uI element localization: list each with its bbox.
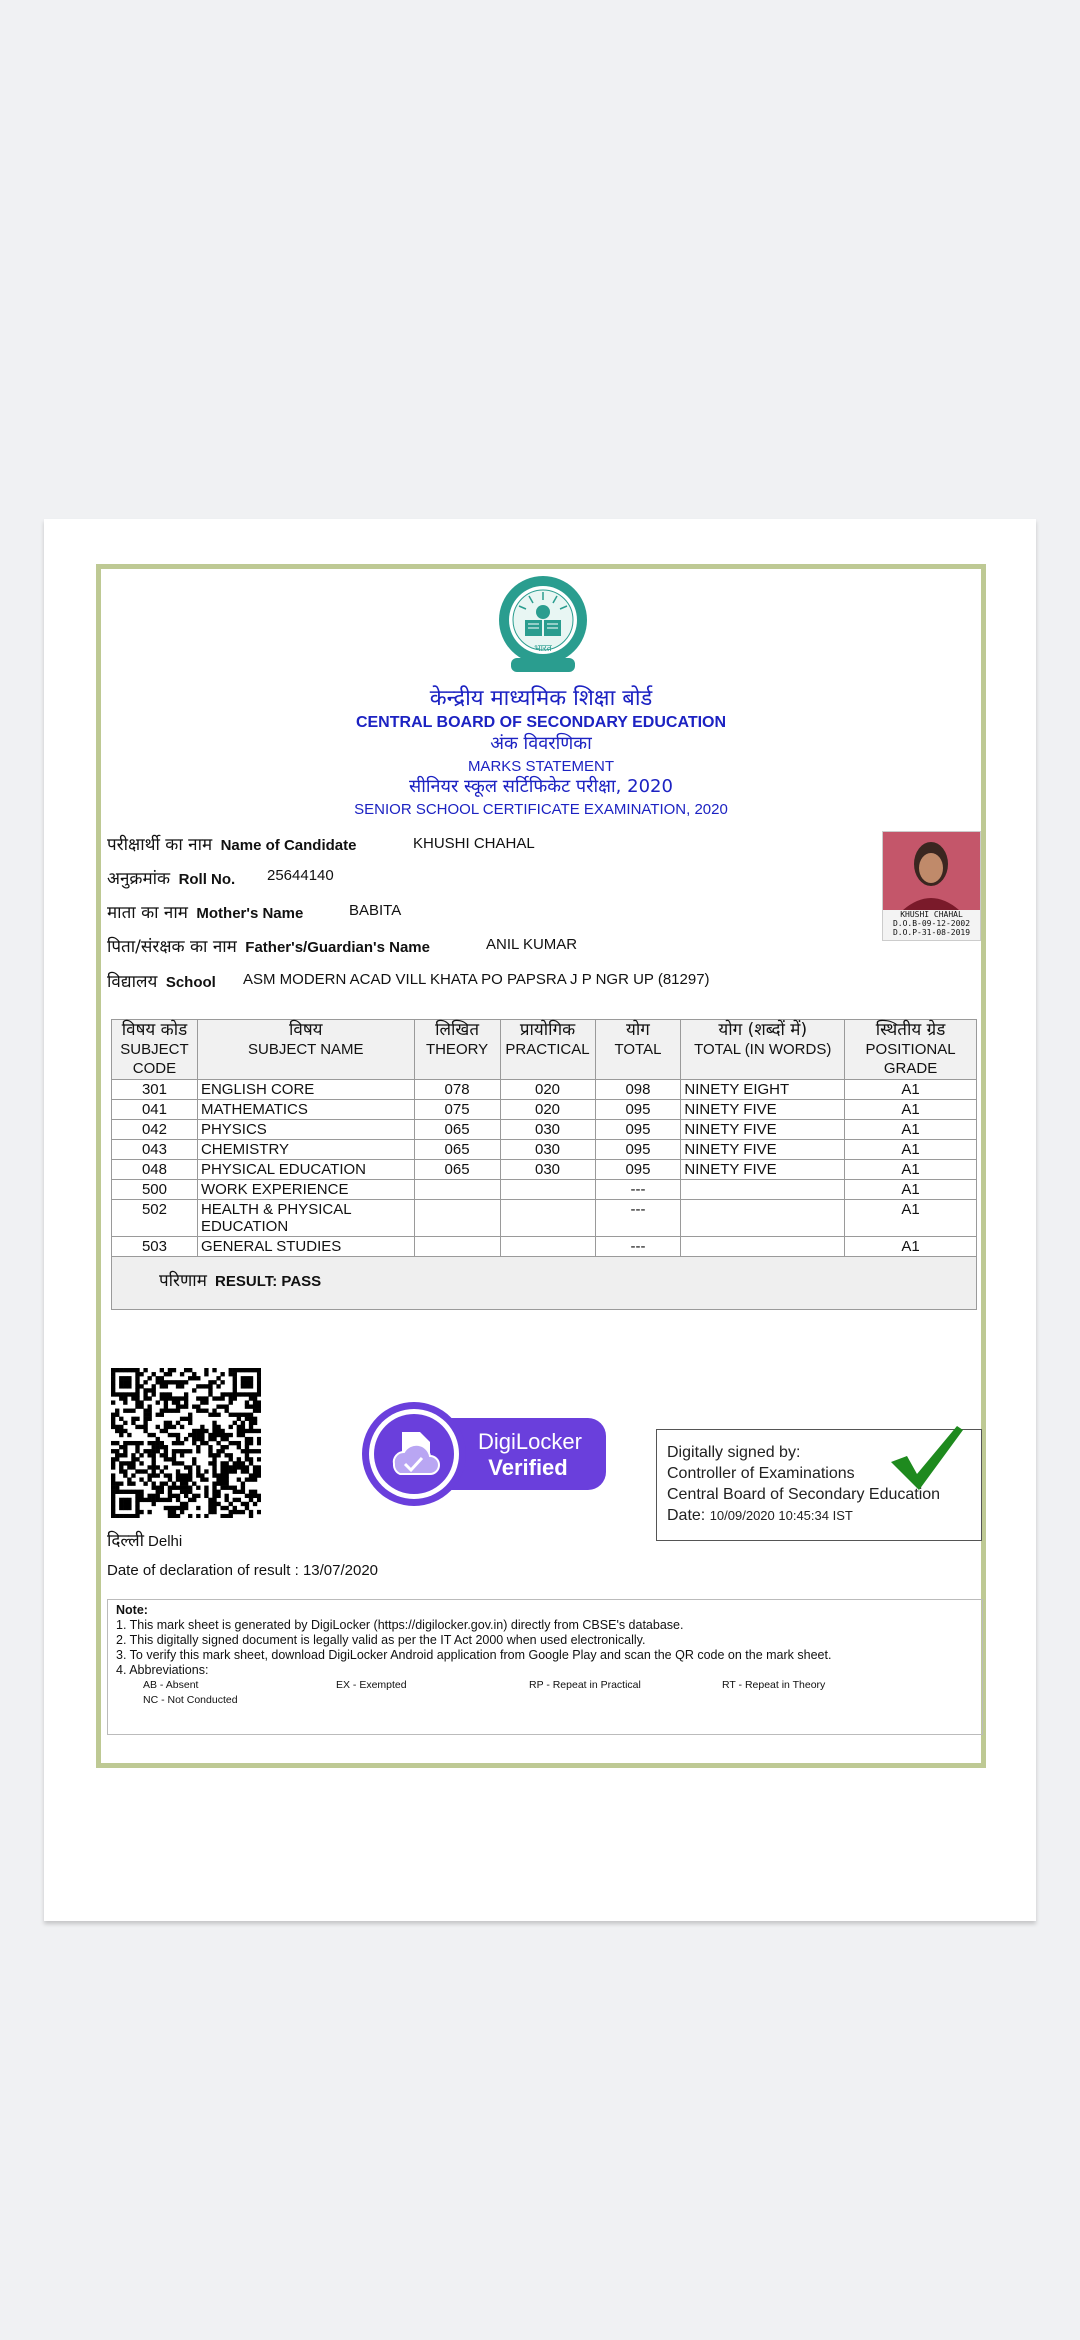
result-text (115, 1258, 973, 1291)
column-header-english: THEORY (425, 1041, 489, 1058)
column-header-hindi: योग (शब्दों में) (718, 1020, 808, 1040)
mother-label-hindi: माता का नाम (107, 903, 188, 923)
school-label: School (165, 974, 216, 991)
table-row (112, 1160, 977, 1180)
mother-label: Mother's Name (196, 905, 304, 922)
note-item: 4. Abbreviations: (116, 1663, 209, 1677)
cell-theory (414, 1200, 500, 1237)
abbreviations-row (116, 1678, 974, 1693)
cell-subject: HEALTH & PHYSICAL EDUCATION (197, 1200, 414, 1237)
candidate-name: KHUSHI CHAHAL (413, 835, 535, 852)
cell-code: 502 (112, 1200, 198, 1237)
cell-grade: A1 (845, 1100, 977, 1120)
roll-no-row (107, 866, 235, 889)
column-header (595, 1020, 681, 1080)
column-header-hindi: विषय (289, 1020, 323, 1040)
cell-grade: A1 (845, 1160, 977, 1180)
column-header-english: TOTAL (IN WORDS) (694, 1041, 832, 1058)
cell-total: 095 (595, 1120, 681, 1140)
cell-practical (500, 1200, 595, 1237)
result-value: RESULT: PASS (215, 1273, 322, 1290)
column-header-hindi: प्रायोगिक (519, 1020, 576, 1040)
roll-label-hindi: अनुक्रमांक (107, 869, 171, 889)
cell-total: 095 (595, 1160, 681, 1180)
cell-grade: A1 (845, 1080, 977, 1100)
exam-title-hindi: सीनियर स्कूल सर्टिफिकेट परीक्षा, 2020 (409, 776, 673, 797)
abbreviation-item: RT - Repeat in Theory (722, 1679, 826, 1691)
place-of-issue (107, 1528, 182, 1551)
verified-check-icon (887, 1422, 965, 1494)
cell-subject: PHYSICS (197, 1120, 414, 1140)
cell-theory: 078 (414, 1080, 500, 1100)
table-row (112, 1140, 977, 1160)
candidate-name-row (107, 832, 356, 855)
cell-code: 503 (112, 1237, 198, 1257)
signature-line-3: Central Board of Secondary Education (667, 1486, 941, 1503)
column-header-hindi: योग (626, 1020, 650, 1040)
note-item: 1. This mark sheet is generated by DigiLocker (https://digilocker.gov.in) directly from CBSE's database. (116, 1618, 684, 1632)
column-header (681, 1020, 845, 1080)
cell-code: 043 (112, 1140, 198, 1160)
table-row (112, 1180, 977, 1200)
cell-theory: 075 (414, 1100, 500, 1120)
abbreviation-item: AB - Absent (143, 1679, 199, 1691)
column-header-hindi: लिखित (435, 1020, 480, 1040)
cell-subject: GENERAL STUDIES (197, 1237, 414, 1257)
note-item: 3. To verify this mark sheet, download DigiLocker Android application from Google Play and scan the QR code on the mark sheet. (116, 1648, 832, 1662)
roll-label: Roll No. (178, 871, 236, 888)
abbreviation-item: RP - Repeat in Practical (529, 1679, 641, 1691)
cell-words (681, 1200, 845, 1237)
column-header-english: PRACTICAL (505, 1041, 590, 1058)
logo-text: भारत (534, 644, 552, 654)
notes-box (107, 1599, 983, 1735)
column-header (197, 1020, 414, 1080)
photo-caption-dob: D.O.B-09-12-2002 (892, 919, 971, 928)
column-header-english: POSITIONAL GRADE (865, 1041, 956, 1077)
result-row (112, 1257, 977, 1310)
cell-practical (500, 1180, 595, 1200)
cell-subject: ENGLISH CORE (197, 1080, 414, 1100)
cell-practical: 030 (500, 1160, 595, 1180)
abbreviation-item: EX - Exempted (336, 1679, 407, 1691)
photo-caption-dop: D.O.P-31-08-2019 (892, 928, 971, 937)
cell-words: NINETY FIVE (681, 1120, 845, 1140)
name-label: Name of Candidate (220, 837, 357, 854)
cell-subject: WORK EXPERIENCE (197, 1180, 414, 1200)
father-label-hindi: पिता/संरक्षक का नाम (107, 937, 237, 957)
photo-caption (883, 910, 980, 937)
cell-code: 041 (112, 1100, 198, 1120)
digilocker-verified-text: Verified (488, 1455, 568, 1480)
cell-words (681, 1180, 845, 1200)
column-header-hindi: विषय कोड (121, 1020, 188, 1040)
qr-code-icon[interactable] (111, 1368, 261, 1518)
column-header-hindi: स्थितीय ग्रेड (875, 1020, 946, 1040)
cell-practical: 020 (500, 1080, 595, 1100)
signature-line-1: Digitally signed by: (667, 1444, 801, 1461)
place-english: Delhi (148, 1533, 183, 1550)
cell-grade: A1 (845, 1180, 977, 1200)
column-header-english: SUBJECT NAME (247, 1041, 364, 1058)
cell-practical (500, 1237, 595, 1257)
school-row (107, 969, 216, 992)
digilocker-title: DigiLocker (478, 1429, 582, 1454)
cell-subject: CHEMISTRY (197, 1140, 414, 1160)
table-row (112, 1237, 977, 1257)
marksheet-page (44, 519, 1036, 1921)
cell-practical: 020 (500, 1100, 595, 1120)
cell-grade: A1 (845, 1237, 977, 1257)
cell-theory: 065 (414, 1120, 500, 1140)
table-body (112, 1080, 977, 1257)
cell-theory: 065 (414, 1160, 500, 1180)
cell-code: 500 (112, 1180, 198, 1200)
table-row (112, 1200, 977, 1237)
table-row (112, 1100, 977, 1120)
candidate-photo (882, 831, 981, 941)
cell-subject: MATHEMATICS (197, 1100, 414, 1120)
statement-title-hindi: अंक विवरणिका (490, 733, 592, 754)
mother-name-row (107, 900, 303, 923)
cell-code: 042 (112, 1120, 198, 1140)
signature-line-2: Controller of Examinations (667, 1465, 855, 1482)
cell-grade: A1 (845, 1140, 977, 1160)
cell-words (681, 1237, 845, 1257)
marks-table (111, 1019, 977, 1310)
cell-grade: A1 (845, 1200, 977, 1237)
digital-signature-box (656, 1429, 982, 1541)
column-header (500, 1020, 595, 1080)
cell-total: 098 (595, 1080, 681, 1100)
column-header (845, 1020, 977, 1080)
father-name-row (107, 934, 430, 957)
board-name-english: CENTRAL BOARD OF SECONDARY EDUCATION (355, 714, 727, 731)
table-row (112, 1080, 977, 1100)
column-header-english: TOTAL (614, 1041, 662, 1058)
declaration-label: Date of declaration of result : (107, 1562, 299, 1579)
column-header (112, 1020, 198, 1080)
result-cell (112, 1257, 977, 1310)
cell-code: 301 (112, 1080, 198, 1100)
cell-theory (414, 1237, 500, 1257)
column-header (414, 1020, 500, 1080)
column-header-english: SUBJECT CODE (120, 1041, 189, 1077)
cell-practical: 030 (500, 1140, 595, 1160)
cbse-logo-icon (495, 574, 591, 682)
abbreviations-row (116, 1693, 974, 1708)
signature-date-label: Date: (667, 1507, 706, 1524)
place-hindi: दिल्ली (107, 1531, 145, 1551)
cell-total: 095 (595, 1100, 681, 1120)
cell-total: --- (595, 1237, 681, 1257)
signature-date-value: 10/09/2020 10:45:34 IST (709, 1508, 853, 1523)
table-row (112, 1120, 977, 1140)
cell-total: --- (595, 1180, 681, 1200)
note-item: 2. This digitally signed document is legally valid as per the IT Act 2000 when used electronically. (116, 1633, 646, 1647)
cell-words: NINETY FIVE (681, 1140, 845, 1160)
cell-theory (414, 1180, 500, 1200)
cell-theory: 065 (414, 1140, 500, 1160)
table-header-row (112, 1020, 977, 1080)
school-name: ASM MODERN ACAD VILL KHATA PO PAPSRA J P NGR UP (81297) (243, 971, 710, 988)
name-label-hindi: परीक्षार्थी का नाम (107, 835, 213, 855)
photo-caption-name: KHUSHI CHAHAL (900, 910, 963, 919)
declaration-date-row (107, 1562, 378, 1579)
cell-words: NINETY FIVE (681, 1160, 845, 1180)
cell-subject: PHYSICAL EDUCATION (197, 1160, 414, 1180)
cell-practical: 030 (500, 1120, 595, 1140)
roll-number: 25644140 (267, 867, 334, 884)
cell-code: 048 (112, 1160, 198, 1180)
digilocker-verified-badge (360, 1400, 611, 1509)
exam-title-english: SENIOR SCHOOL CERTIFICATE EXAMINATION, 2020 (354, 801, 728, 818)
cell-words: NINETY EIGHT (681, 1080, 845, 1100)
result-label-hindi: परिणाम (159, 1271, 207, 1291)
cell-words: NINETY FIVE (681, 1100, 845, 1120)
father-label: Father's/Guardian's Name (245, 939, 430, 956)
board-name-hindi: केन्द्रीय माध्यमिक शिक्षा बोर्ड (429, 686, 653, 711)
father-name: ANIL KUMAR (486, 936, 578, 953)
marksheet-frame (96, 564, 986, 1768)
statement-title-english: MARKS STATEMENT (467, 758, 615, 775)
school-label-hindi: विद्यालय (107, 972, 158, 992)
mother-name: BABITA (349, 902, 402, 919)
declaration-date: 13/07/2020 (302, 1562, 379, 1579)
cell-grade: A1 (845, 1120, 977, 1140)
note-title: Note: (116, 1603, 148, 1617)
cell-total: 095 (595, 1140, 681, 1160)
cell-total: --- (595, 1200, 681, 1237)
abbreviation-item: NC - Not Conducted (143, 1694, 238, 1706)
signature-date-row (667, 1507, 853, 1525)
